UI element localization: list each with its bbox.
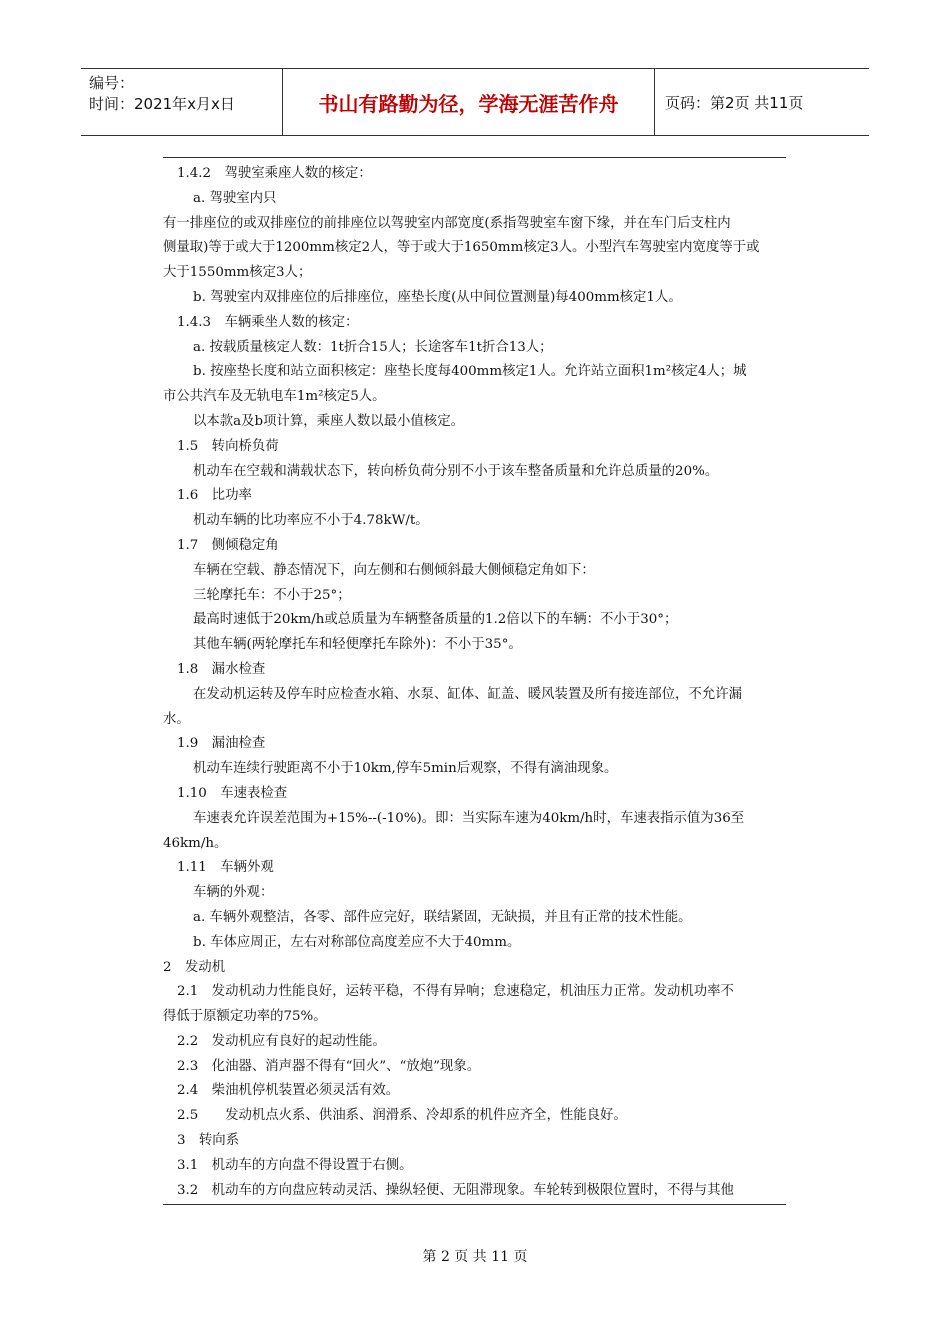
time-label: 时间：2021年x月x日 bbox=[89, 95, 235, 113]
text-line: 1.4.3 车辆乘坐人数的核定： bbox=[177, 314, 359, 330]
text-line: 机动车在空载和满载状态下，转向桥负荷分别不小于该车整备质量和允许总质量的20%。 bbox=[193, 463, 719, 479]
text-line: 1.5 转向桥负荷 bbox=[177, 438, 279, 454]
text-line: 得低于原额定功率的75%。 bbox=[163, 1009, 327, 1025]
text-line: 水。 bbox=[163, 711, 190, 727]
text-line: 2.4 柴油机停机装置必须灵活有效。 bbox=[177, 1083, 400, 1099]
text-line: 其他车辆(两轮摩托车和轻便摩托车除外)：不小于35°。 bbox=[193, 637, 522, 653]
text-line: 三轮摩托车：不小于25°； bbox=[193, 587, 351, 603]
text-line: 1.6 比功率 bbox=[177, 488, 252, 504]
page-header bbox=[81, 68, 869, 136]
text-line: 车速表允许误差范围为+15%--(-10%)。即：当实际车速为40km/h时，车速表指示值为36至 bbox=[193, 810, 745, 826]
text-line: 3.2 机动车的方向盘应转动灵活、操纵轻便、无阻滞现象。车轮转到极限位置时，不得与其他 bbox=[177, 1182, 734, 1198]
text-line: 1.8 漏水检查 bbox=[177, 661, 266, 677]
text-line: b. 按座垫长度和站立面积核定：座垫长度每400mm核定1人。允许站立面积1m²核定4人；城 bbox=[193, 364, 747, 380]
text-line: a. 按载质量核定人数：1t折合15人；长途客车1t折合13人； bbox=[193, 339, 553, 355]
text-line: 1.11 车辆外观 bbox=[177, 860, 274, 876]
text-line: 2.5 发动机点火系、供油系、润滑系、冷却系的机件应齐全，性能良好。 bbox=[177, 1108, 627, 1124]
text-line: 2.2 发动机应有良好的起动性能。 bbox=[177, 1033, 386, 1049]
text-line: 大于1550mm核定3人； bbox=[163, 265, 312, 281]
text-line: 1.10 车速表检查 bbox=[177, 785, 288, 801]
text-line: 市公共汽车及无轨电车1m²核定5人。 bbox=[163, 389, 386, 405]
text-line: 最高时速低于20km/h或总质量为车辆整备质量的1.2倍以下的车辆：不小于30°； bbox=[193, 612, 678, 628]
text-line: a. 驾驶室内只 bbox=[193, 190, 277, 206]
text-line: 以本款a及b项计算，乘座人数以最小值核定。 bbox=[193, 413, 464, 429]
text-line: 3.1 机动车的方向盘不得设置于右侧。 bbox=[177, 1157, 413, 1173]
text-line: 机动车连续行驶距离不小于10km,停车5min后观察，不得有滴油现象。 bbox=[193, 761, 618, 777]
page-footer: 第 2 页 共 11 页 bbox=[422, 1249, 528, 1265]
text-line: 2 发动机 bbox=[163, 959, 226, 975]
text-line: a. 车辆外观整洁，各零、部件应完好，联结紧固，无缺损，并且有正常的技术性能。 bbox=[193, 909, 692, 925]
text-line: 1.7 侧倾稳定角 bbox=[177, 537, 279, 553]
text-line: 2.3 化油器、消声器不得有“回火”、“放炮”现象。 bbox=[177, 1058, 481, 1074]
top-rule bbox=[163, 157, 786, 158]
text-line: 1.4.2 驾驶室乘座人数的核定： bbox=[177, 166, 372, 181]
header-motto: 书山有路勤为径，学海无涯苦作舟 bbox=[283, 69, 655, 135]
text-line: b. 驾驶室内双排座位的后排座位，座垫长度(从中间位置测量)每400mm核定1人。 bbox=[193, 289, 682, 305]
text-line: 车辆的外观： bbox=[193, 885, 274, 901]
bottom-rule bbox=[163, 1204, 786, 1205]
text-line: 2.1 发动机动力性能良好，运转平稳，不得有异响；怠速稳定，机油压力正常。发动机功率不 bbox=[177, 984, 734, 1000]
header-page-info: 页码：第2页 共11页 bbox=[665, 93, 804, 112]
text-line: 车辆在空载、静态情况下，向左侧和右侧倾斜最大侧倾稳定角如下： bbox=[193, 562, 595, 578]
text-line: 机动车辆的比功率应不小于4.78kW/t。 bbox=[193, 513, 429, 529]
text-line: 有一排座位的或双排座位的前排座位以驾驶室内部宽度(系指驾驶室车窗下缘，并在车门后支柱内 bbox=[163, 215, 731, 231]
text-line: 侧量取)等于或大于1200mm核定2人，等于或大于1650mm核定3人。小型汽车驾驶室内宽度等于或 bbox=[163, 240, 760, 256]
text-line: 1.9 漏油检查 bbox=[177, 736, 266, 752]
text-line: b. 车体应周正，左右对称部位高度差应不大于40mm。 bbox=[193, 934, 521, 950]
text-line: 在发动机运转及停车时应检查水箱、水泵、缸体、缸盖、暖风装置及所有接连部位，不允许漏 bbox=[193, 686, 743, 702]
text-line: 46km/h。 bbox=[163, 835, 228, 851]
document-body bbox=[163, 162, 787, 1203]
text-line: 3 转向系 bbox=[177, 1133, 240, 1149]
number-label: 编号： bbox=[89, 74, 135, 92]
header-meta bbox=[81, 69, 283, 135]
